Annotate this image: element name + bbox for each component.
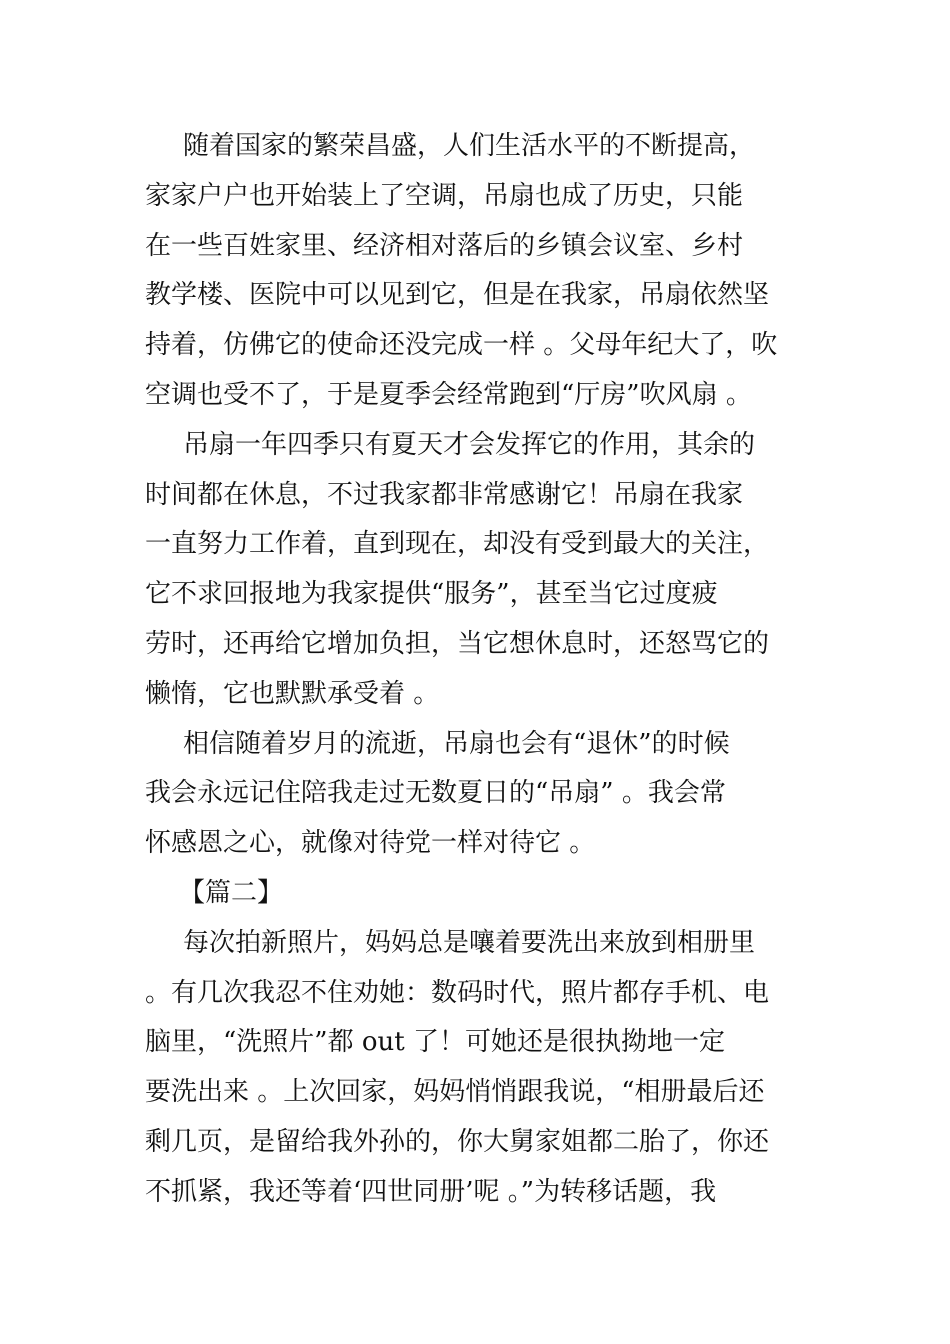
paragraph-4-line-6: 不抓紧，我还等着‘四世同册’呢 。”为转移话题，我	[145, 1176, 717, 1207]
paragraph-3-line-2: 我会永远记住陪我走过无数夏日的“吊扇” 。我会常	[145, 778, 726, 809]
paragraph-3-line-1: 相信随着岁月的流逝，吊扇也会有“退休”的时候	[183, 728, 730, 759]
paragraph-1-line-2: 家家户户也开始装上了空调，吊扇也成了历史，只能	[145, 180, 744, 211]
paragraph-1-line-5: 持着，仿佛它的使命还没完成一样 。父母年纪大了，吹	[145, 330, 778, 361]
paragraph-4-line-2: 。有几次我忍不住劝她：数码时代，照片都存手机、电	[145, 977, 770, 1008]
paragraph-4-line-1: 每次拍新照片，妈妈总是嚷着要洗出来放到相册里	[183, 927, 756, 958]
paragraph-4-line-3: 脑里，“洗照片”都 out 了！可她还是很执拗地一定	[145, 1027, 725, 1058]
paragraph-1-line-6: 空调也受不了，于是夏季会经常跑到“厅房”吹风扇 。	[145, 379, 752, 410]
document-body	[145, 122, 825, 1218]
paragraph-1-line-1: 随着国家的繁荣昌盛，人们生活水平的不断提高，	[183, 131, 756, 161]
section-heading: 【篇二】	[179, 877, 284, 908]
paragraph-2-line-1: 吊扇一年四季只有夏天才会发挥它的作用，其余的	[183, 429, 756, 460]
paragraph-2-line-2: 时间都在休息，不过我家都非常感谢它！吊扇在我家	[145, 479, 744, 510]
paragraph-2-line-3: 一直努力工作着，直到现在，却没有受到最大的关注，	[145, 529, 770, 560]
paragraph-2-line-4: 它不求回报地为我家提供“服务”，甚至当它过度疲	[145, 579, 718, 610]
paragraph-2-line-6: 懒惰，它也默默承受着 。	[145, 678, 440, 709]
paragraph-1-line-3: 在一些百姓家里、经济相对落后的乡镇会议室、乡村	[145, 230, 744, 261]
paragraph-2-line-5: 劳时，还再给它增加负担，当它想休息时，还怒骂它的	[145, 628, 770, 659]
paragraph-3-line-3: 怀感恩之心，就像对待党一样对待它 。	[145, 828, 596, 859]
paragraph-4-line-4: 要洗出来 。上次回家，妈妈悄悄跟我说，“相册最后还	[145, 1077, 765, 1108]
paragraph-4-line-5: 剩几页，是留给我外孙的，你大舅家姐都二胎了，你还	[145, 1126, 770, 1157]
paragraph-1-line-4: 教学楼、医院中可以见到它，但是在我家，吊扇依然坚	[145, 280, 770, 311]
